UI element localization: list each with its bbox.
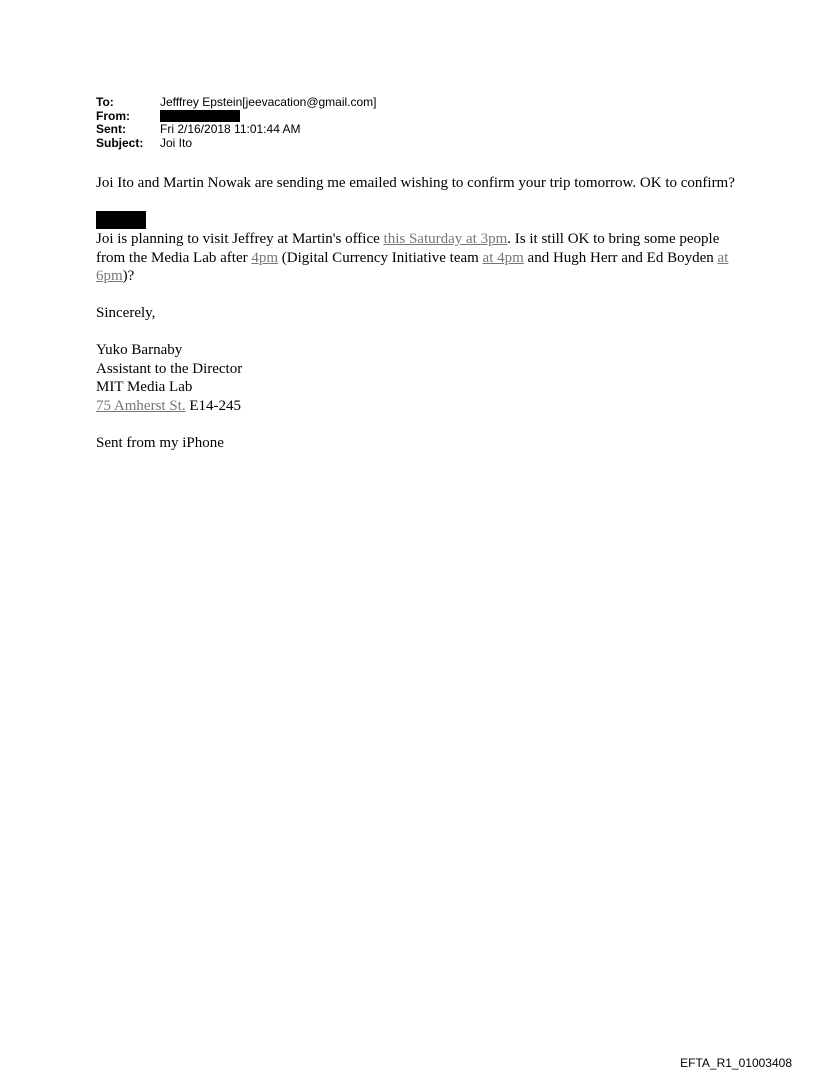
salutation-redaction [96,211,146,229]
signature [96,341,736,415]
subject-label: Subject: [96,135,144,150]
p2-text-e: )? [122,268,135,284]
at-4pm-link[interactable]: at 4pm [482,249,524,266]
address-rest: E14-245 [185,397,242,414]
signature-name: Yuko Barnaby [96,342,183,358]
from-row [96,110,377,124]
sent-label: Sent: [96,122,126,136]
closing: Sincerely, [96,305,156,321]
p2-text-d: and Hugh Herr and Ed Boyden [523,249,718,266]
from-redaction [160,110,240,122]
p2-text-c: (Digital Currency Initiative team [278,249,483,266]
sent-from-line: Sent from my iPhone [96,434,224,451]
from-label: From: [96,108,130,123]
p2-text-a: Joi is planning to visit Jeffrey at Martin's office [96,231,384,247]
saturday-3pm-link[interactable]: this Saturday at 3pm [383,231,508,247]
email-body [96,174,736,471]
sent-row [96,123,377,137]
email-header [96,96,377,150]
document-id: EFTA_R1_01003408 [680,1056,792,1070]
to-value: Jefffrey Epstein[jeevacation@gmail.com] [160,95,377,109]
sent-value: Fri 2/16/2018 11:01:44 AM [160,122,301,136]
address-link[interactable]: 75 Amherst St. [96,397,186,414]
to-label: To: [96,95,114,109]
4pm-link[interactable]: 4pm [251,249,279,266]
subject-row [96,137,377,151]
p2-text-b: . Is it still OK to bring some people from the Media Lab after [96,231,720,266]
at-6pm-link[interactable]: at 6pm [96,249,729,284]
signature-org: MIT Media Lab [96,379,193,395]
to-row [96,96,377,110]
body-paragraph-1: Joi Ito and Martin Nowak are sending me emailed wishing to confirm your trip tomorrow. OK to confirm? [96,175,735,191]
signature-address [96,397,736,416]
subject-value: Joi Ito [160,135,193,150]
signature-title: Assistant to the Director [96,360,243,377]
body-paragraph-2 [96,211,736,286]
